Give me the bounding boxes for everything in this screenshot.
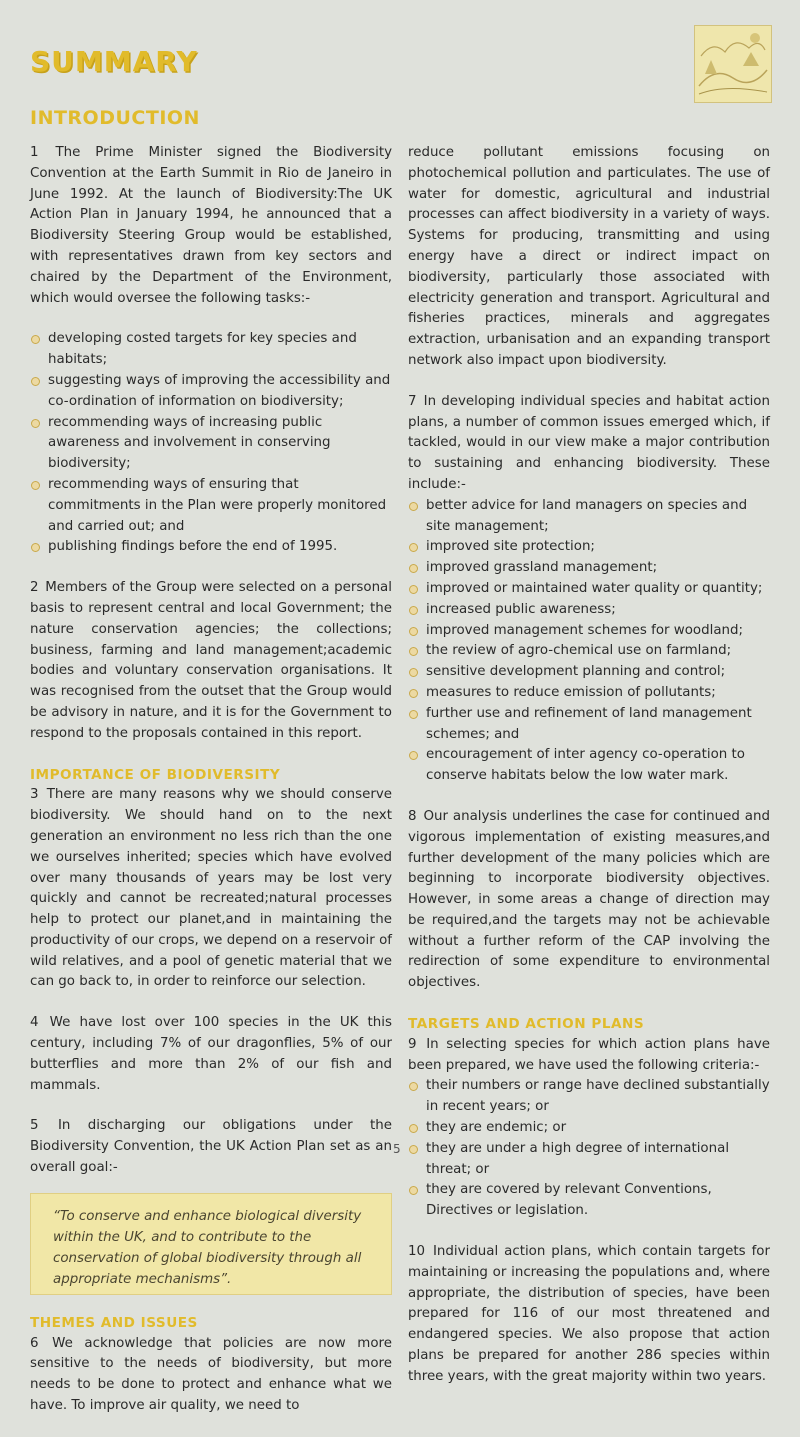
paragraph-5	[30, 1116, 392, 1178]
paragraph-8	[408, 807, 770, 994]
paragraph-number: 1	[30, 145, 39, 160]
paragraph-4	[30, 1013, 392, 1096]
paragraph-text: In discharging our obligations under the Biodiversity Convention, the UK Action Plan set as an overall goal:-	[30, 1118, 392, 1176]
section-heading-themes: THEMES AND ISSUES	[30, 1314, 198, 1331]
paragraph-text: In developing individual species and habitat action plans, a number of common issues emerged which, if tackled, would in our view make a major contribution to sustaining and enhancing biodiversity. These include:-	[408, 393, 770, 492]
list-item: publishing findings before the end of 1995.	[30, 537, 392, 558]
left-column	[30, 143, 392, 1437]
list-item: their numbers or range have declined substantially in recent years; or	[408, 1076, 770, 1118]
list-item: sensitive development planning and control;	[408, 662, 770, 683]
paragraph-6-continued	[408, 143, 770, 372]
goal-quote: “To conserve and enhance biological diversity within the UK, and to contribute to the conservation of global biodiversity through all appropriate mechanisms”.	[30, 1193, 392, 1295]
right-column	[408, 143, 770, 1408]
paragraph-number: 4	[30, 1015, 39, 1031]
common-issues-list	[408, 496, 770, 787]
section-heading-introduction: INTRODUCTION	[30, 107, 200, 129]
paragraph-10	[408, 1242, 770, 1388]
list-item: they are under a high degree of international threat; or	[408, 1139, 770, 1181]
list-item: encouragement of inter agency co-operation to conserve habitats below the low water mark.	[408, 745, 770, 787]
list-item: suggesting ways of improving the accessibility and co-ordination of information on biodiversity;	[30, 371, 392, 413]
paragraph-text: Our analysis underlines the case for continued and vigorous implementation of existing measures,and further development of the many policies which are beginning to incorporate biodiversity objectives. However, in some areas a change of direction may be required,and the targets may not be achievable without a further reform of the CAP involving the redirection of some expenditure to environmental objectives.	[408, 808, 770, 991]
section-heading-targets: TARGETS AND ACTION PLANS	[408, 1016, 645, 1033]
paragraph-6	[30, 1334, 392, 1417]
paragraph-text: The Prime Minister signed the Biodiversity Convention at the Earth Summit in Rio de Janeiro in June 1992. At the launch of Biodiversity:The UK Action Plan in January 1994, he announced that a Biodiversity Steering Group would be established, with representatives drawn from key sectors and chaired by the Department of the Environment, which would oversee the following tasks:-	[30, 145, 392, 306]
list-item: measures to reduce emission of pollutants;	[408, 683, 770, 704]
paragraph-7	[408, 392, 770, 496]
list-item: recommending ways of increasing public awareness and involvement in conserving biodiversity;	[30, 413, 392, 475]
list-item: improved management schemes for woodland;	[408, 621, 770, 642]
list-item: developing costed targets for key species and habitats;	[30, 329, 392, 371]
paragraph-text: We acknowledge that policies are now more sensitive to the needs of biodiversity, but more needs to be done to protect and enhance what we have. To improve air quality, we need to	[30, 1335, 392, 1414]
paragraph-text: In selecting species for which action plans have been prepared, we have used the following criteria:-	[408, 1036, 771, 1073]
paragraph-3	[30, 785, 392, 993]
section-heading-importance: IMPORTANCE OF BIODIVERSITY	[30, 766, 281, 783]
paragraph-number: 3	[30, 787, 39, 803]
paragraph-text: reduce pollutant emissions focusing on photochemical pollution and particulates. The use of water for domestic, agricultural and industrial processes can affect biodiversity in a variety of ways. Systems for producing, transmitting and using energy have a direct or indirect impact on biodiversity, particularly those associated with electricity generation and transport. Agricultural and fisheries practices, minerals and aggregates extraction, urbanisation and an expanding transport network also impact upon biodiversity.	[408, 145, 770, 368]
paragraph-number: 2	[30, 580, 39, 596]
paragraph-text: We have lost over 100 species in the UK this century, including 7% of our dragonflies, 5% of our butterflies and more than 2% of our fish and mammals.	[30, 1015, 392, 1093]
list-item: recommending ways of ensuring that commitments in the Plan were properly monitored and carried out; and	[30, 475, 392, 537]
paragraph-number: 6	[30, 1335, 39, 1351]
paragraph-number: 5	[30, 1118, 39, 1134]
paragraph-number: 9	[408, 1036, 417, 1052]
paragraph-2	[30, 578, 392, 744]
page-number: 5	[393, 1142, 401, 1156]
list-item: increased public awareness;	[408, 600, 770, 621]
paragraph-9	[408, 1035, 770, 1077]
paragraph-number: 8	[408, 808, 417, 824]
paragraph-number: 10	[408, 1244, 426, 1260]
list-item: the review of agro-chemical use on farmland;	[408, 641, 770, 662]
paragraph-text: Individual action plans, which contain targets for maintaining or increasing the populations and, where appropriate, the distribution of species, have been prepared for 116 of our most threatened and endangered species. We also propose that action plans be prepared for another 286 species within three years, with the great majority within two years.	[408, 1244, 770, 1384]
page-title: SUMMARY	[30, 45, 198, 78]
paragraph-text: Members of the Group were selected on a personal basis to represent central and local Government; the nature conservation agencies; the collections; business, farming and land management;academic bodies and voluntary conservation organisations. It was recognised from the outset that the Group would be advisory in nature, and it is for the Government to respond to the proposals contained in this report.	[30, 580, 392, 741]
list-item: improved or maintained water quality or quantity;	[408, 579, 770, 600]
list-item: better advice for land managers on species and site management;	[408, 496, 770, 538]
list-item: improved site protection;	[408, 537, 770, 558]
list-item: further use and refinement of land management schemes; and	[408, 704, 770, 746]
criteria-list	[408, 1076, 770, 1222]
landscape-icon	[695, 26, 771, 102]
paragraph-number: 7	[408, 393, 417, 409]
list-item: improved grassland management;	[408, 558, 770, 579]
task-list	[30, 329, 392, 558]
habitat-illustration	[694, 25, 772, 103]
list-item: they are covered by relevant Conventions, Directives or legislation.	[408, 1180, 770, 1222]
list-item: they are endemic; or	[408, 1118, 770, 1139]
paragraph-text: There are many reasons why we should conserve biodiversity. We should hand on to the next generation an environment no less rich than the one we ourselves inherited; species which have evolved over many thousands of years may be lost very quickly and cannot be recreated;natural processes help to protect our planet,and in maintaining the productivity of our crops, we depend on a reservoir of wild relatives, and a pool of genetic material that we can go back to, in order to reinforce our selection.	[30, 787, 392, 990]
paragraph-1	[30, 143, 392, 309]
